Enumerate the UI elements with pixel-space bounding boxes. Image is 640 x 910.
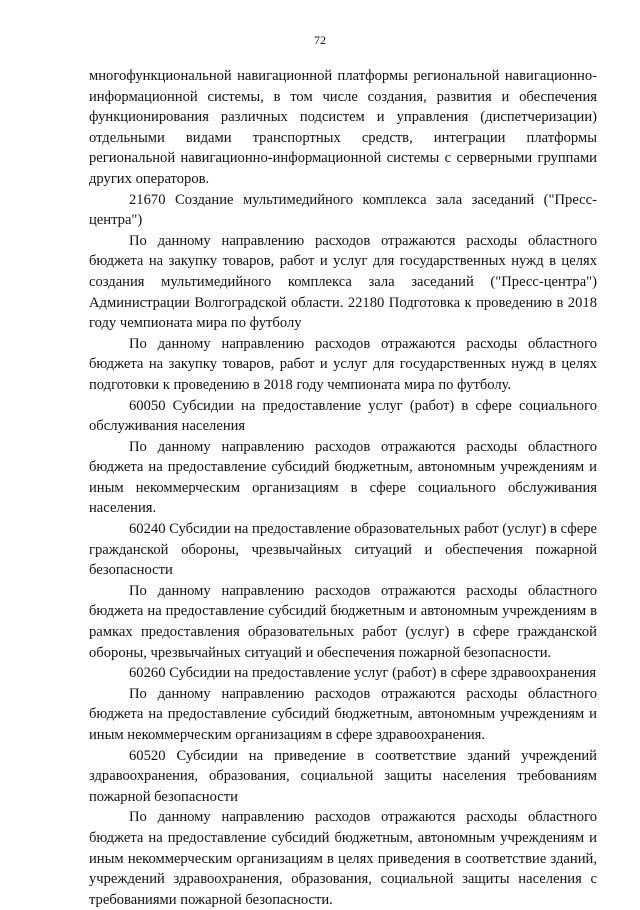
paragraph: 60050 Субсидии на предоставление услуг (работ) в сфере социального обслуживания населения [89,397,597,435]
paragraph: По данному направлению расходов отражаются расходы областного бюджета на закупку товаров, работ и услуг для государственных нужд в целях создания мультимедийного комплекса зала заседаний ("Пресс-центра") Администрации Волгоградской области. 22180 Подготовка к проведению в 2018 году чемпионата мира по футболу [89,232,597,332]
paragraph: 60260 Субсидии на предоставление услуг (работ) в сфере здравоохранения [129,665,597,682]
paragraph: 60240 Субсидии на предоставление образовательных работ (услуг) в сфере гражданской обороны, чрезвычайных ситуаций и обеспечения пожарной безопасности [89,521,597,579]
page-number: 72 [314,33,326,47]
paragraph: многофункциональной навигационной платформы региональной навигационно-информационной системы, в том числе создания, развития и обеспечения функционирования различных подсистем и управления (диспетчеризации) отдельными видами транспортных средств, интеграции платформы региональной навигационно-информационной системы с серверными группами других операторов. [89,68,597,187]
paragraph: 60520 Субсидии на приведение в соответствие зданий учреждений здравоохранения, образования, социальной защиты населения требованиям пожарной безопасности [89,747,597,805]
document-body [89,66,597,910]
paragraph: По данному направлению расходов отражаются расходы областного бюджета на предоставление субсидий бюджетным, автономным учреждениям и иным некоммерческим организациям в сфере социального обслуживания населения. [89,438,597,517]
paragraph: По данному направлению расходов отражаются расходы областного бюджета на предоставление субсидий бюджетным, автономным учреждениям и иным некоммерческим организациям в сфере здравоохранения. [89,685,597,743]
paragraph: По данному направлению расходов отражаются расходы областного бюджета на закупку товаров, работ и услуг для государственных нужд в целях подготовки к проведению в 2018 году чемпионата мира по футболу. [89,335,597,393]
paragraph: По данному направлению расходов отражаются расходы областного бюджета на предоставление субсидий бюджетным, автономным учреждениям и иным некоммерческим организациям в целях приведения в соответствие зданий, учреждений здравоохранения, образования, социальной защиты населения с требованиями пожарной безопасности. [89,809,597,908]
paragraph: 21670 Создание мультимедийного комплекса зала заседаний ("Пресс-центра") [89,191,597,229]
paragraph: По данному направлению расходов отражаются расходы областного бюджета на предоставление субсидий бюджетным и автономным учреждениям в рамках предоставления образовательных работ (услуг) в сфере гражданской обороны, чрезвычайных ситуаций и обеспечения пожарной безопасности. [89,582,597,661]
